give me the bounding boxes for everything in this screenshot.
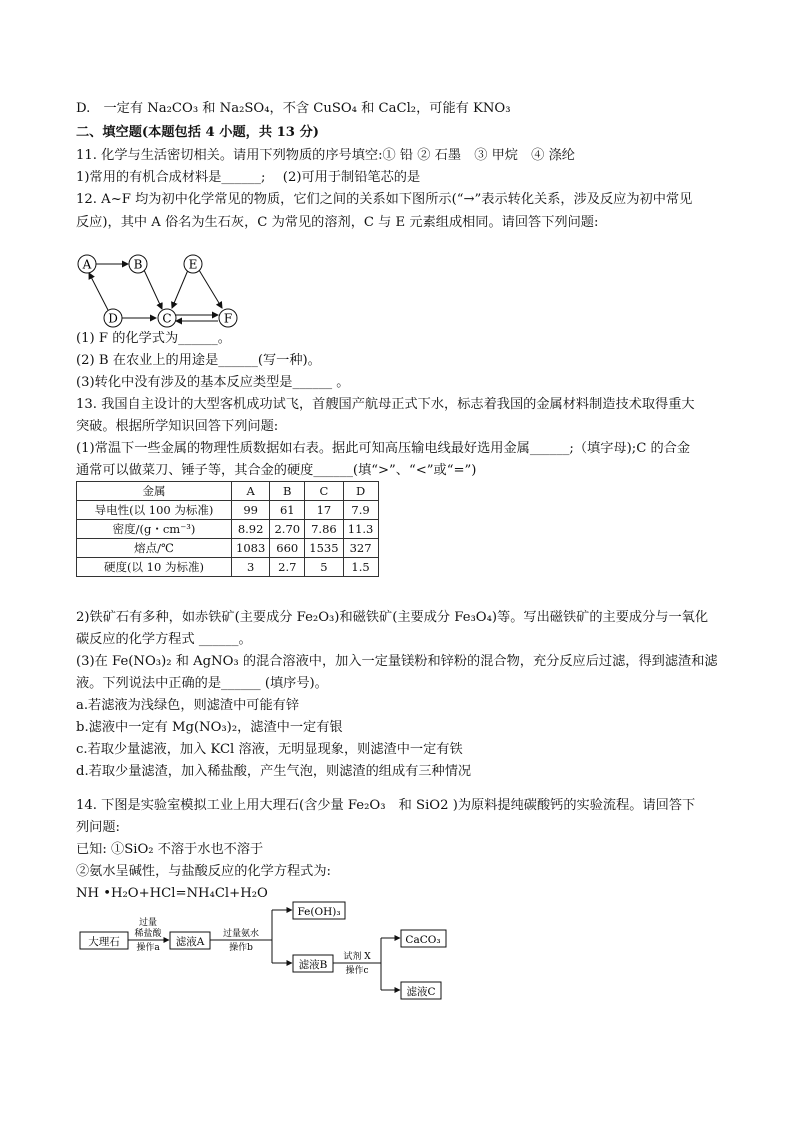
table-cell: 7.86 <box>305 520 343 539</box>
table-row <box>77 501 379 520</box>
question-14-line1: 14. 下图是实验室模拟工业上用大理石(含少量 Fe₂O₃ 和 SiO2 )为原料提纯碳酸钙的实验流程。请回答下 <box>76 798 696 813</box>
table-cell: 11.3 <box>343 520 378 539</box>
question-13-part1-line2: 通常可以做菜刀、锤子等，其合金的硬度______(填“>”、“<”或“=”) <box>76 463 477 478</box>
question-13-part2-line1: 2)铁矿石有多种，如赤铁矿(主要成分 Fe₂O₃)和磁铁矿(主要成分 Fe₃O₄)等。写出磁铁矿的主要成分与一氧化 <box>76 610 709 625</box>
question-13-part2-line2: 碳反应的化学方程式 ______。 <box>76 632 252 647</box>
question-13-part1-line1: (1)常温下一些金属的物理性质数据如右表。据此可知高压输电线最好选用金属______;（填字母);C 的合金 <box>76 441 691 456</box>
table-header-cell: B <box>270 482 305 501</box>
step1-label-top: 过量 <box>138 918 158 928</box>
node-f <box>219 309 237 327</box>
option-b: b.滤液中一定有 Mg(NO₃)₂，滤渣中一定有银 <box>76 720 343 735</box>
table-cell: 7.9 <box>343 501 378 520</box>
step3-label-bottom: 操作c <box>345 966 369 976</box>
filtrate-c-box <box>401 982 441 999</box>
svg-text:CaCO₃: CaCO₃ <box>405 934 441 946</box>
svg-text:大理石: 大理石 <box>88 936 120 948</box>
table-cell: 327 <box>343 539 378 558</box>
table-cell: 硬度(以 10 为标准) <box>77 558 232 577</box>
question-13-part3-line2: 液。下列说法中正确的是______ (填序号)。 <box>76 676 328 691</box>
table-cell: 61 <box>270 501 305 520</box>
table-header-cell: 金属 <box>77 482 232 501</box>
question-13-line2: 突破。根据所学知识回答下列问题: <box>76 419 279 434</box>
option-d: d.若取少量滤渣，加入稀盐酸，产生气泡，则滤渣的组成有三种情况 <box>76 764 472 779</box>
caco3-box <box>401 930 446 947</box>
node-b <box>129 255 147 273</box>
table-cell: 3 <box>232 558 270 577</box>
question-12-line1: 12. A~F 均为初中化学常见的物质，它们之间的关系如下图所示(“→”表示转化关系，涉及反应为初中常见 <box>76 192 693 207</box>
svg-text:C: C <box>162 311 172 326</box>
svg-text:D: D <box>108 311 118 326</box>
filtrate-a-box <box>170 932 210 949</box>
table-row <box>77 539 379 558</box>
reaction-equation: NH •H₂O+HCl=NH₄Cl+H₂O <box>76 886 268 901</box>
step1-label-mid: 稀盐酸 <box>134 929 162 939</box>
node-c <box>158 309 176 327</box>
svg-text:A: A <box>82 257 92 272</box>
question-12-line2: 反应)，其中 A 俗名为生石灰，C 为常见的溶剂，C 与 E 元素组成相同。请回答下列问题: <box>76 215 599 230</box>
step2-label-top: 过量氨水 <box>222 929 260 939</box>
section-heading: 二、填空题(本题包括 4 小题，共 13 分) <box>76 125 319 140</box>
step1-label-bottom: 操作a <box>136 943 160 953</box>
question-12-part3: (3)转化中没有涉及的基本反应类型是______ 。 <box>76 375 350 390</box>
question-13-part3-line1: (3)在 Fe(NO₃)₂ 和 AgNO₃ 的混合溶液中，加入一定量镁粉和锌粉的混合物，充分反应后过滤，得到滤渣和滤 <box>76 654 718 669</box>
table-cell: 660 <box>270 539 305 558</box>
table-cell: 5 <box>305 558 343 577</box>
process-flow-diagram <box>76 898 456 1003</box>
table-cell: 导电性(以 100 为标准) <box>77 501 232 520</box>
svg-text:滤液B: 滤液B <box>298 959 328 971</box>
marble-box <box>80 932 128 949</box>
table-cell: 密度/(g・cm⁻³) <box>77 520 232 539</box>
table-cell: 17 <box>305 501 343 520</box>
table-header-row <box>77 482 379 501</box>
option-a: a.若滤液为浅绿色，则滤渣中可能有锌 <box>76 698 300 713</box>
svg-text:Fe(OH)₃: Fe(OH)₃ <box>297 906 341 918</box>
option-c: c.若取少量滤液，加入 KCl 溶液，无明显现象，则滤渣中一定有铁 <box>76 742 463 757</box>
question-13-line1: 13. 我国自主设计的大型客机成功试飞，首艘国产航母正式下水，标志着我国的金属材料制造技术取得重大 <box>76 397 695 412</box>
table-cell: 1083 <box>232 539 270 558</box>
question-14-line2: 列问题: <box>76 820 121 835</box>
table-cell: 8.92 <box>232 520 270 539</box>
table-header-cell: A <box>232 482 270 501</box>
svg-text:滤液C: 滤液C <box>406 986 436 998</box>
feoh3-box <box>293 902 345 919</box>
table-cell: 1.5 <box>343 558 378 577</box>
option-d-line: D. 一定有 Na₂CO₃ 和 Na₂SO₄，不含 CuSO₄ 和 CaCl₂，可能有 KNO₃ <box>76 101 511 116</box>
step3-label-top: 试剂 X <box>343 952 371 962</box>
ammonia-note: ②氨水呈碱性，与盐酸反应的化学方程式为: <box>76 864 332 879</box>
svg-text:滤液A: 滤液A <box>175 936 205 948</box>
known-note: 已知: ①SiO₂ 不溶于水也不溶于 <box>76 842 264 857</box>
table-cell: 2.7 <box>270 558 305 577</box>
table-header-cell: C <box>305 482 343 501</box>
filtrate-b-box <box>293 955 333 972</box>
table-cell: 2.70 <box>270 520 305 539</box>
node-a <box>78 255 96 273</box>
svg-text:B: B <box>133 257 143 272</box>
question-12-part2: (2) B 在农业上的用途是______(写一种)。 <box>76 353 321 368</box>
node-d <box>104 309 122 327</box>
table-row <box>77 520 379 539</box>
table-cell: 熔点/℃ <box>77 539 232 558</box>
table-row <box>77 558 379 577</box>
question-11-sub: 1)常用的有机合成材料是______; (2)可用于制铅笔芯的是 <box>76 170 421 185</box>
node-e <box>184 255 202 273</box>
relation-diagram <box>76 251 246 331</box>
step2-label-bottom: 操作b <box>229 943 253 953</box>
table-cell: 99 <box>232 501 270 520</box>
table-header-cell: D <box>343 482 378 501</box>
svg-text:F: F <box>223 311 233 326</box>
svg-text:E: E <box>188 257 198 272</box>
question-11: 11. 化学与生活密切相关。请用下列物质的序号填空:① 铅 ② 石墨 ③ 甲烷 ④ 涤纶 <box>76 148 575 163</box>
question-12-part1: (1) F 的化学式为______。 <box>76 331 231 346</box>
table-cell: 1535 <box>305 539 343 558</box>
metal-properties-table <box>76 481 379 577</box>
